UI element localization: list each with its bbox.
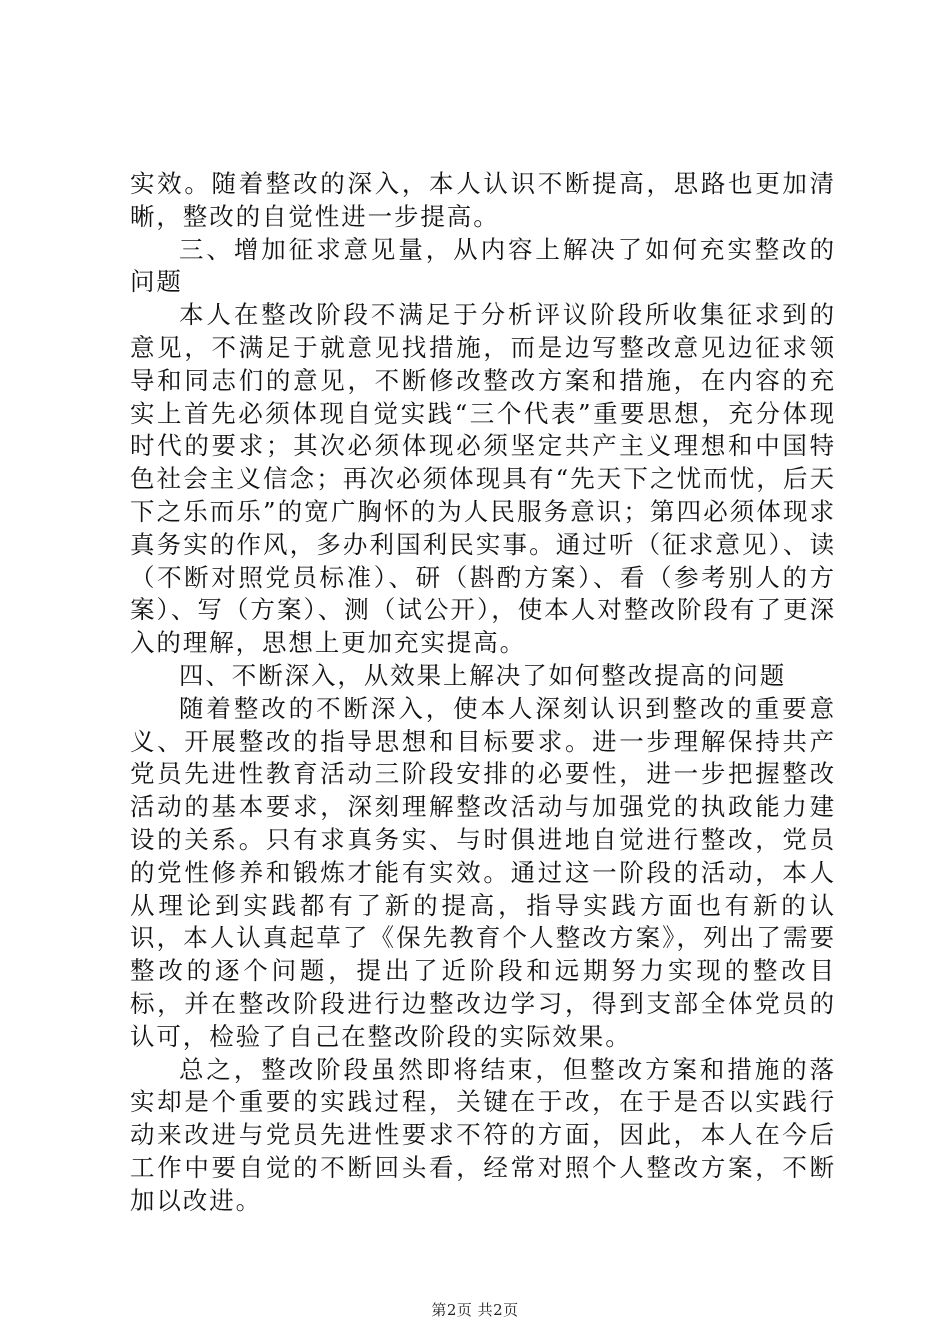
section-heading: 四、不断深入，从效果上解决了如何整改提高的问题 <box>179 660 787 690</box>
page-number-label: 第2页 共2页 <box>431 1301 519 1319</box>
paragraph: 随着整改的不断深入，使本人深刻认识到整改的重要意义、开展整改的指导思想和目标要求。进一步理解保持共产党员先进性教育活动三阶段安排的必要性，进一步把握整改活动的基本要求，深刻理解整改活动与加强党的执政能力建设的关系。只有求真务实、与时俱进地自觉进行整改，党员的党性修养和锻炼才能有实效。通过这一阶段的活动，本人从理论到实践都有了新的提高，指导实践方面也有新的认识，本人认真起草了《保先教育个人整改方案》，列出了需要整改的逐个问题，提出了近阶段和远期努力实现的整改目标，并在整改阶段进行边整改边学习，得到支部全体党员的认可，检验了自己在整改阶段的实际效果。 <box>130 693 836 1051</box>
document-body <box>130 168 836 1218</box>
page-footer <box>0 1300 950 1320</box>
paragraph: 实效。随着整改的深入，本人认识不断提高，思路也更加清晰，整改的自觉性进一步提高。 <box>130 169 836 231</box>
section-heading: 三、增加征求意见量，从内容上解决了如何充实整改的问题 <box>130 234 836 297</box>
paragraph: 本人在整改阶段不满足于分析评议阶段所收集征求到的意见，不满足于就意见找措施，而是边写整改意见边征求领导和同志们的意见，不断修改整改方案和措施，在内容的充实上首先必须体现自觉实践“三个代表”重要思想，充分体现时代的要求；其次必须体现必须坚定共产主义理想和中国特色社会主义信念；再次必须体现具有“先天下之忧而忧，后天下之乐而乐”的宽广胸怀的为人民服务意识；第四必须体现求真务实的作风，多办利国利民实事。通过听（征求意见）、读（不断对照党员标准）、研（斟酌方案）、看（参考别人的方案）、写（方案）、测（试公开），使本人对整改阶段有了更深入的理解，思想上更加充实提高。 <box>130 300 836 658</box>
paragraph: 总之，整改阶段虽然即将结束，但整改方案和措施的落实却是个重要的实践过程，关键在于改，在于是否以实践行动来改进与党员先进性要求不符的方面，因此，本人在今后工作中要自觉的不断回头看，经常对照个人整改方案，不断加以改进。 <box>130 1054 836 1215</box>
